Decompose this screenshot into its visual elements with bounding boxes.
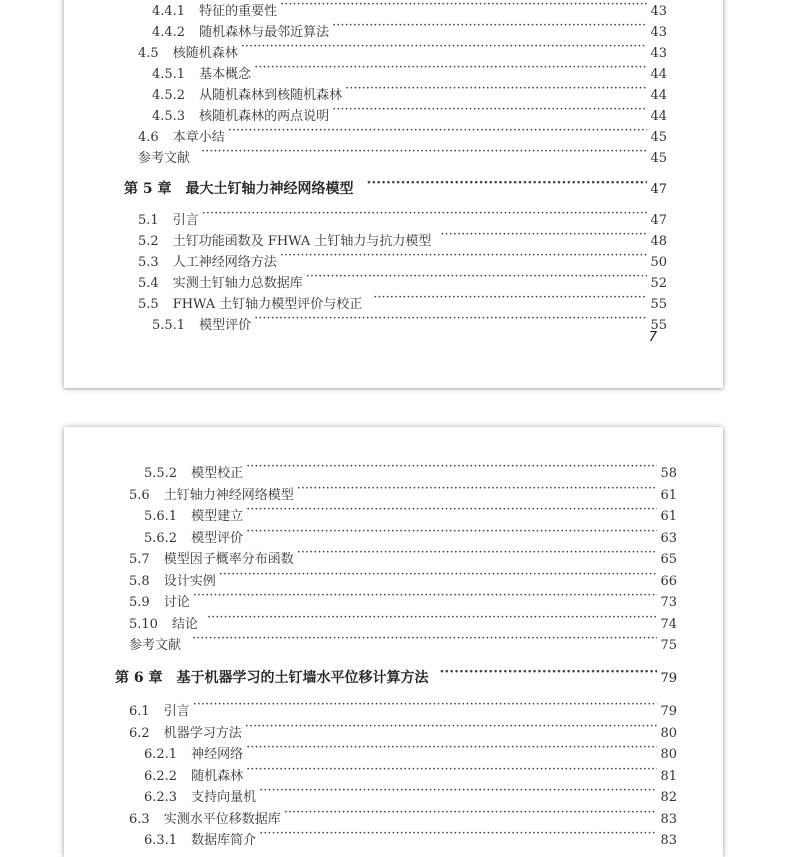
leader-dots [332,16,647,36]
leader-dots [246,500,657,520]
leader-dots [241,37,648,57]
chapter-number: 第 6 章 [115,670,163,686]
entry-page-number: 44 [650,67,667,82]
toc-entry[interactable] [129,695,677,719]
leader-dots [440,225,647,245]
entry-number: 5.5.1 [152,318,186,333]
entry-page-number: 50 [650,255,667,270]
entry-title: 神经网络 [191,747,244,762]
entry-page-number: 58 [660,466,677,481]
entry-title: 模型评价 [199,318,252,333]
entry-number: 6.2.3 [144,790,178,805]
leader-dots [228,121,648,141]
toc-entry[interactable] [138,204,667,228]
entry-number: 5.6 [129,488,150,503]
entry-page-number: 44 [650,109,667,124]
toc-entry[interactable] [129,586,677,610]
entry-number: 4.5.2 [152,88,186,103]
toc-entry[interactable] [144,500,677,524]
chapter-title: 基于机器学习的土钉墙水平位移计算方法 [176,670,429,686]
entry-page-number: 79 [660,704,677,719]
toc-entry[interactable] [144,457,677,481]
leader-dots [297,543,658,563]
chapter-title: 最大土钉轴力神经网络模型 [185,181,354,197]
leader-dots [219,565,658,585]
leader-dots [246,760,657,780]
toc-entry[interactable] [152,0,667,19]
entry-page-number: 44 [650,88,667,103]
entry-title: 实测水平位移数据库 [163,812,281,827]
leader-dots [254,58,647,78]
entry-page-number: 48 [650,234,667,249]
entry-number: 5.4 [138,276,159,291]
leader-dots [254,309,647,329]
leader-dots [246,457,657,477]
entry-number: 5.1 [138,213,159,228]
entry-page-number: 61 [660,488,677,503]
entry-page-number: 75 [660,638,677,653]
entry-title: 随机森林 [191,769,244,784]
entry-title: 模型校正 [191,466,244,481]
entry-number: 6.3.1 [144,833,178,848]
entry-number: 5.5 [138,297,159,312]
toc-entry[interactable] [138,246,667,270]
entry-title: 模型评价 [191,531,244,546]
leader-dots [201,142,647,162]
entry-number: 5.10 [129,617,158,632]
entry-page-number: 83 [660,812,677,827]
entry-title: 引言 [172,213,199,228]
entry-number: 5.3 [138,255,159,270]
entry-page-number: 83 [660,833,677,848]
toc-entry[interactable] [129,608,677,632]
entry-title: 数据库简介 [191,833,257,848]
toc-page-1 [64,0,723,388]
entry-title: 机器学习方法 [163,726,242,741]
leader-dots [367,173,648,193]
entry-number: 4.5 [138,46,159,61]
entry-number: 6.1 [129,704,150,719]
toc-entry[interactable] [152,79,667,103]
leader-dots [345,79,647,99]
entry-title: 特征的重要性 [199,4,278,19]
toc-entry[interactable] [129,565,677,589]
entry-page-number: 80 [660,726,677,741]
toc-entry[interactable] [129,717,677,741]
entry-page-number: 45 [650,130,667,145]
leader-dots [192,629,657,649]
entry-page-number: 55 [650,297,667,312]
entry-title: 模型建立 [191,509,244,524]
leader-dots [280,246,648,266]
leader-dots [246,738,657,758]
entry-title: 设计实例 [163,574,216,589]
entry-page-number: 43 [650,4,667,19]
entry-number: 6.3 [129,812,150,827]
entry-page-number: 82 [660,790,677,805]
entry-page-number: 73 [660,595,677,610]
entry-page-number: 45 [650,151,667,166]
entry-page-number: 47 [650,182,667,197]
entry-page-number: 43 [650,25,667,40]
leader-dots [259,824,657,844]
entry-number: 5.7 [129,552,150,567]
leader-dots [202,204,648,224]
entry-number: 5.6.2 [144,531,178,546]
entry-page-number: 74 [660,617,677,632]
toc-entry[interactable] [138,225,667,249]
toc-entry[interactable] [129,479,677,503]
toc-entry[interactable] [144,781,677,805]
entry-page-number: 43 [650,46,667,61]
entry-number: 4.4.1 [152,4,186,19]
entry-page-number: 55 [650,318,667,333]
entry-title: 本章小结 [172,130,225,145]
entry-title: 人工神经网络方法 [172,255,277,270]
entry-title: 模型因子概率分布函数 [163,552,294,567]
toc-entry[interactable] [144,522,677,546]
entry-title: 引言 [163,704,190,719]
toc-entry[interactable] [152,58,667,82]
toc-entry[interactable] [129,803,677,827]
entry-number: 5.6.1 [144,509,178,524]
toc-entry-references[interactable] [138,142,667,166]
entry-title: 实测土钉轴力总数据库 [172,276,303,291]
entry-number: 6.2.2 [144,769,178,784]
leader-dots [284,803,658,823]
leader-dots [280,0,647,15]
toc-entry[interactable] [138,267,667,291]
entry-page-number: 63 [660,531,677,546]
chapter-number: 第 5 章 [124,181,172,197]
toc-entry[interactable] [138,288,667,312]
leader-dots [207,608,657,628]
toc-chapter-heading[interactable] [115,662,677,686]
leader-dots [193,695,658,715]
toc-page-2 [64,427,723,857]
entry-number: 4.4.2 [152,25,186,40]
entry-page-number: 47 [650,213,667,228]
entry-title: 结论 [171,617,198,632]
entry-page-number: 52 [650,276,667,291]
leader-dots [440,662,658,682]
entry-number: 4.5.1 [152,67,186,82]
entry-title: 参考文献 [138,151,191,166]
entry-title: 参考文献 [129,638,182,653]
entry-number: 6.2.1 [144,747,178,762]
entry-title: FHWA 土钉轴力模型评价与校正 [172,297,363,312]
toc-entry[interactable] [144,738,677,762]
leader-dots [246,522,657,542]
toc-entry[interactable] [152,16,667,40]
entry-number: 5.9 [129,595,150,610]
leader-dots [373,288,647,308]
entry-title: 随机森林与最邻近算法 [199,25,330,40]
entry-title: 支持向量机 [191,790,257,805]
entry-number: 5.2 [138,234,159,249]
toc-chapter-heading[interactable] [124,173,667,197]
leader-dots [332,100,647,120]
entry-number: 4.6 [138,130,159,145]
entry-title: 基本概念 [199,67,252,82]
toc-entry[interactable] [138,37,667,61]
entry-title: 核随机森林 [172,46,238,61]
entry-number: 5.8 [129,574,150,589]
entry-page-number: 61 [660,509,677,524]
page-folio-number: 7 [648,330,657,345]
entry-number: 6.2 [129,726,150,741]
entry-title: 土钉功能函数及 FHWA 土钉轴力与抗力模型 [172,234,432,249]
leader-dots [245,717,658,737]
leader-dots [297,479,658,499]
toc-entry[interactable] [138,121,667,145]
toc-entry[interactable] [144,824,677,848]
leader-dots [306,267,648,287]
entry-title: 讨论 [163,595,190,610]
entry-title: 土钉轴力神经网络模型 [163,488,294,503]
toc-entry[interactable] [152,100,667,124]
entry-page-number: 66 [660,574,677,589]
entry-number: 4.5.3 [152,109,186,124]
entry-page-number: 81 [660,769,677,784]
entry-title: 从随机森林到核随机森林 [199,88,343,103]
entry-page-number: 80 [660,747,677,762]
toc-entry[interactable] [129,543,677,567]
entry-page-number: 65 [660,552,677,567]
leader-dots [259,781,657,801]
entry-page-number: 79 [660,671,677,686]
entry-number: 5.5.2 [144,466,178,481]
toc-entry[interactable] [152,309,667,333]
leader-dots [193,586,658,606]
toc-entry-references[interactable] [129,629,677,653]
entry-title: 核随机森林的两点说明 [199,109,330,124]
toc-entry[interactable] [144,760,677,784]
